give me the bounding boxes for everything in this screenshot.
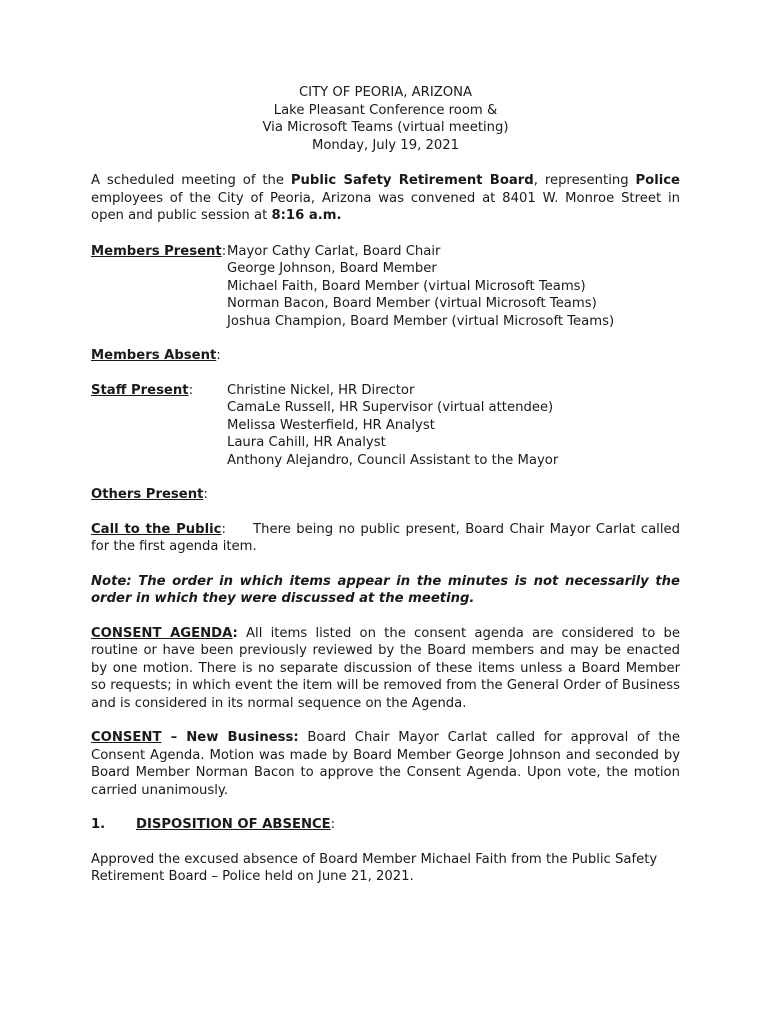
item-number: 1. xyxy=(91,817,106,832)
member-name: Joshua Champion, Board Member (virtual Microsoft Teams) xyxy=(227,313,615,329)
members-present-list xyxy=(227,243,680,331)
intro-text-3: employees of the City of Peoria, Arizona was convened at 8401 W. Monroe Street in open and public session at xyxy=(91,190,680,223)
member-name: George Johnson, Board Member xyxy=(227,261,437,276)
staff-name: Christine Nickel, HR Director xyxy=(227,382,415,398)
intro-text-2: , representing xyxy=(533,173,636,188)
staff-name: Melissa Westerfield, HR Analyst xyxy=(227,417,435,433)
consent-label: CONSENT xyxy=(91,730,162,745)
header-date: Monday, July 19, 2021 xyxy=(311,137,460,153)
header-room: Lake Pleasant Conference room & xyxy=(273,102,498,118)
staff-name: Laura Cahill, HR Analyst xyxy=(227,435,386,450)
agenda-item-1 xyxy=(91,816,680,834)
intro-text-1: A scheduled meeting of the xyxy=(91,173,291,188)
absence-paragraph: Approved the excused absence of Board Member Michael Faith from the Public Safety Retirement Board – Police held on June 21, 2021. xyxy=(91,851,658,884)
board-type: Police xyxy=(635,173,680,188)
document-header xyxy=(91,84,680,154)
header-virtual: Via Microsoft Teams (virtual meeting) xyxy=(262,120,509,135)
member-name: Norman Bacon, Board Member (virtual Microsoft Teams) xyxy=(227,296,597,311)
start-time: 8:16 a.m. xyxy=(271,208,342,223)
item-title: DISPOSITION OF ABSENCE: xyxy=(136,817,336,832)
staff-present-label: Staff Present: xyxy=(91,382,194,398)
staff-present-section xyxy=(91,382,680,470)
staff-name: CamaLe Russell, HR Supervisor (virtual attendee) xyxy=(227,400,554,415)
consent-agenda-label: CONSENT AGENDA xyxy=(91,625,233,641)
others-present-label: Others Present xyxy=(91,487,204,502)
call-to-public-label: Call to the Public xyxy=(91,521,222,537)
minutes-page xyxy=(91,84,685,886)
new-business-label: – New Business: xyxy=(161,730,299,745)
others-present-section: Others Present: xyxy=(91,487,208,502)
members-present-section xyxy=(91,243,680,331)
members-absent-section: Members Absent: xyxy=(91,348,221,363)
staff-present-list xyxy=(227,382,680,470)
intro-paragraph xyxy=(91,172,680,225)
consent-new-business-paragraph: CONSENT – New Business: Board Chair Mayor Carlat called for approval of the Consent Agenda. Motion was made by Board Member George Johnson and seconded by Board Member Norman Bacon to approve the Consent Agenda. Upon vote, the motion carried unanimously. xyxy=(91,730,680,798)
members-absent-label: Members Absent xyxy=(91,348,217,363)
board-name: Public Safety Retirement Board xyxy=(290,173,534,188)
member-name: Mayor Cathy Carlat, Board Chair xyxy=(227,243,441,259)
member-name: Michael Faith, Board Member (virtual Microsoft Teams) xyxy=(227,278,586,294)
order-note: Note: The order in which items appear in the minutes is not necessarily the order in which they were discussed at the meeting. xyxy=(91,573,680,606)
staff-name: Anthony Alejandro, Council Assistant to the Mayor xyxy=(227,452,559,468)
call-to-public-paragraph: Call to the Public: There being no public present, Board Chair Mayor Carlat called for the first agenda item. xyxy=(91,521,685,554)
members-present-label: Members Present: xyxy=(91,243,227,259)
consent-agenda-paragraph: CONSENT AGENDA: All items listed on the consent agenda are considered to be routine or have been previously reviewed by the Board members and may be enacted by one motion. There is no separate discussion of these items unless a Board Member so requests; in which event the item will be removed from the General Order of Business and is considered in its normal sequence on the Agenda. xyxy=(91,625,680,711)
header-city: CITY OF PEORIA, ARIZONA xyxy=(298,85,473,100)
